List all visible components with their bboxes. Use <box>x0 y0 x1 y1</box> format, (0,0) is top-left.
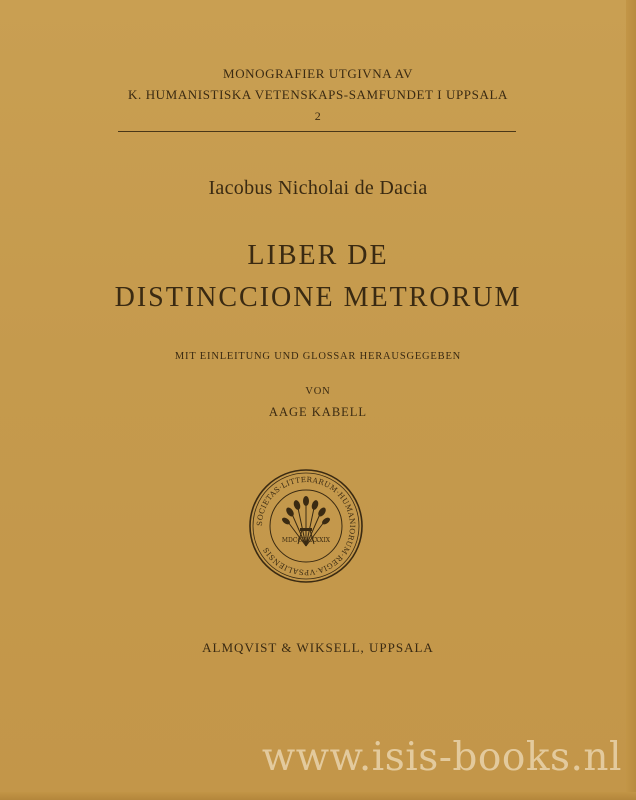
author-name: Iacobus Nicholai de Dacia <box>208 177 428 199</box>
title-line-2: DISTINCCIONE METRORUM <box>114 282 522 313</box>
series-number: 2 <box>314 109 322 123</box>
seal-year: MDCCCLXXXIX <box>281 537 331 544</box>
subtitle: MIT EINLEITUNG UND GLOSSAR HERAUSGEGEBEN <box>174 351 462 362</box>
von-label: VON <box>305 386 331 397</box>
series-line-1: MONOGRAFIER UTGIVNA AV <box>223 66 413 81</box>
seal-ring-text: SOCIETAS·LITTERARUM·HUMANIORUM·REGIA·VPSALIENSIS <box>254 474 358 578</box>
society-seal-icon <box>248 468 364 584</box>
title-line-1: LIBER DE <box>247 240 389 271</box>
publisher: ALMQVIST & WIKSELL, UPPSALA <box>202 640 434 655</box>
editor-name: AAGE KABELL <box>268 405 368 419</box>
divider-rule <box>118 131 516 132</box>
series-line-2: K. HUMANISTISKA VETENSKAPS-SAMFUNDET I UPPSALA <box>128 87 508 102</box>
watermark: www.isis-books.nl <box>261 735 622 780</box>
cover-edge-bottom <box>0 792 636 800</box>
